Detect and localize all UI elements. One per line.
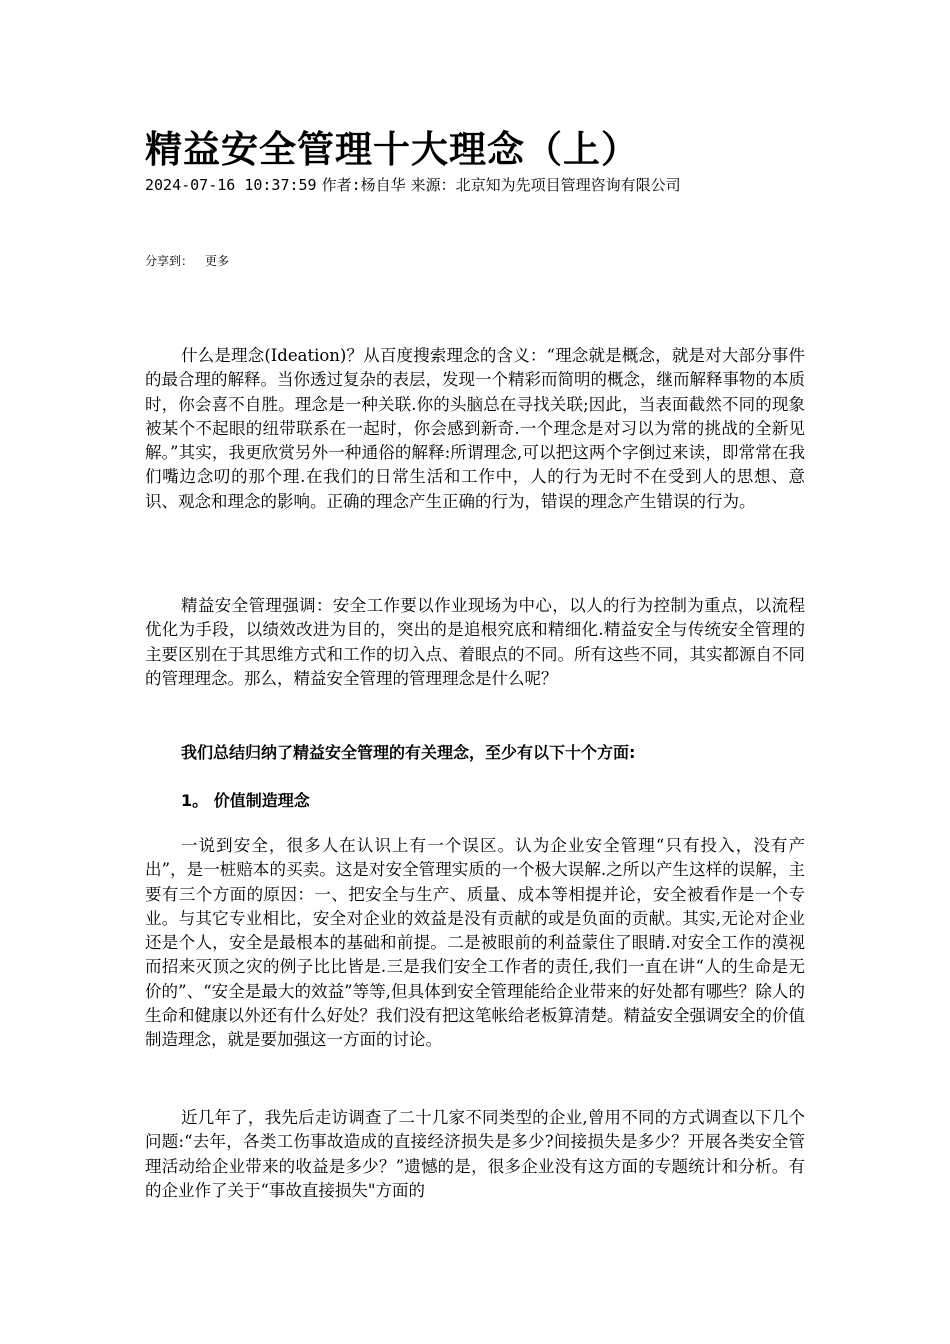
- share-label: 分享到：: [145, 254, 194, 268]
- paragraph-lean-safety-emphasis: 精益安全管理强调：安全工作要以作业现场为中心，以人的行为控制为重点，以流程优化为手段，以绩效改进为目的，突出的是追根究底和精细化.精益安全与传统安全管理的主要区别在于其思维方式和工作的切入点、着眼点的不同。所有这些不同，其实都源自不同的管理理念。那么，精益安全管理的管理理念是什么呢？: [145, 596, 805, 688]
- paragraph-safety-misconception: 一说到安全，很多人在认识上有一个误区。认为企业安全管理“只有投入，没有产出”，是一桩赔本的买卖。这是对安全管理实质的一个极大误解.之所以产生这样的误解，主要有三个方面的原因：一、把安全与生产、质量、成本等相提并论，安全被看作是一个专业。与其它专业相比，安全对企业的效益是没有贡献的或是负面的贡献。其实,无论对企业还是个人，安全是最根本的基础和前提。二是被眼前的利益蒙住了眼睛.对安全工作的漠视而招来灭顶之灾的例子比比皆是.三是我们安全工作者的责任,我们一直在讲“人的生命是无价的”、“安全是最大的效益”等等,但具体到安全管理能给企业带来的好处都有哪些？除人的生命和健康以外还有什么好处？我们没有把这笔帐给老板算清楚。精益安全强调安全的价值制造理念，就是要加强这一方面的讨论。: [145, 836, 805, 1050]
- article-source: 来源：北京知为先项目管理咨询有限公司: [410, 176, 681, 194]
- article-datetime: 2024-07-16 10:37:59: [145, 176, 317, 194]
- section-heading-value-creation: 1。 价值制造理念: [181, 791, 310, 810]
- article-meta: [145, 174, 681, 196]
- share-more-link[interactable]: 更多: [205, 254, 230, 268]
- share-bar: [145, 252, 229, 270]
- paragraph-what-is-ideation: 什么是理念(Ideation)？从百度搜索理念的含义：“理念就是概念，就是对大部分事件的最合理的解释。当你透过复杂的表层，发现一个精彩而简明的概念，继而解释事物的本质时，你会喜不自胜。理念是一种关联.你的头脑总在寻找关联;因此，当表面截然不同的现象被某个不起眼的纽带联系在一起时，你会感到新奇.一个理念是对习以为常的挑战的全新见解。”其实，我更欣赏另外一种通俗的解释:所谓理念,可以把这两个字倒过来读，即常常在我们嘴边念叨的那个理.在我们的日常生活和工作中，人的行为无时不在受到人的思想、意识、观念和理念的影响。正确的理念产生正确的行为，错误的理念产生错误的行为。: [145, 346, 805, 511]
- article-author: 作者:杨自华: [321, 176, 406, 194]
- paragraph-enterprise-survey: 近几年了，我先后走访调查了二十几家不同类型的企业,曾用不同的方式调查以下几个问题:“去年，各类工伤事故造成的直接经济损失是多少?间接损失是多少？开展各类安全管理活动给企业带来的收益是多少？”遗憾的是，很多企业没有这方面的专题统计和分析。有的企业作了关于“事故直接损失"方面的: [145, 1108, 805, 1200]
- paragraph-summary-heading: 我们总结归纳了精益安全管理的有关理念，至少有以下十个方面:: [181, 743, 636, 762]
- article-title: 精益安全管理十大理念（上）: [145, 127, 639, 171]
